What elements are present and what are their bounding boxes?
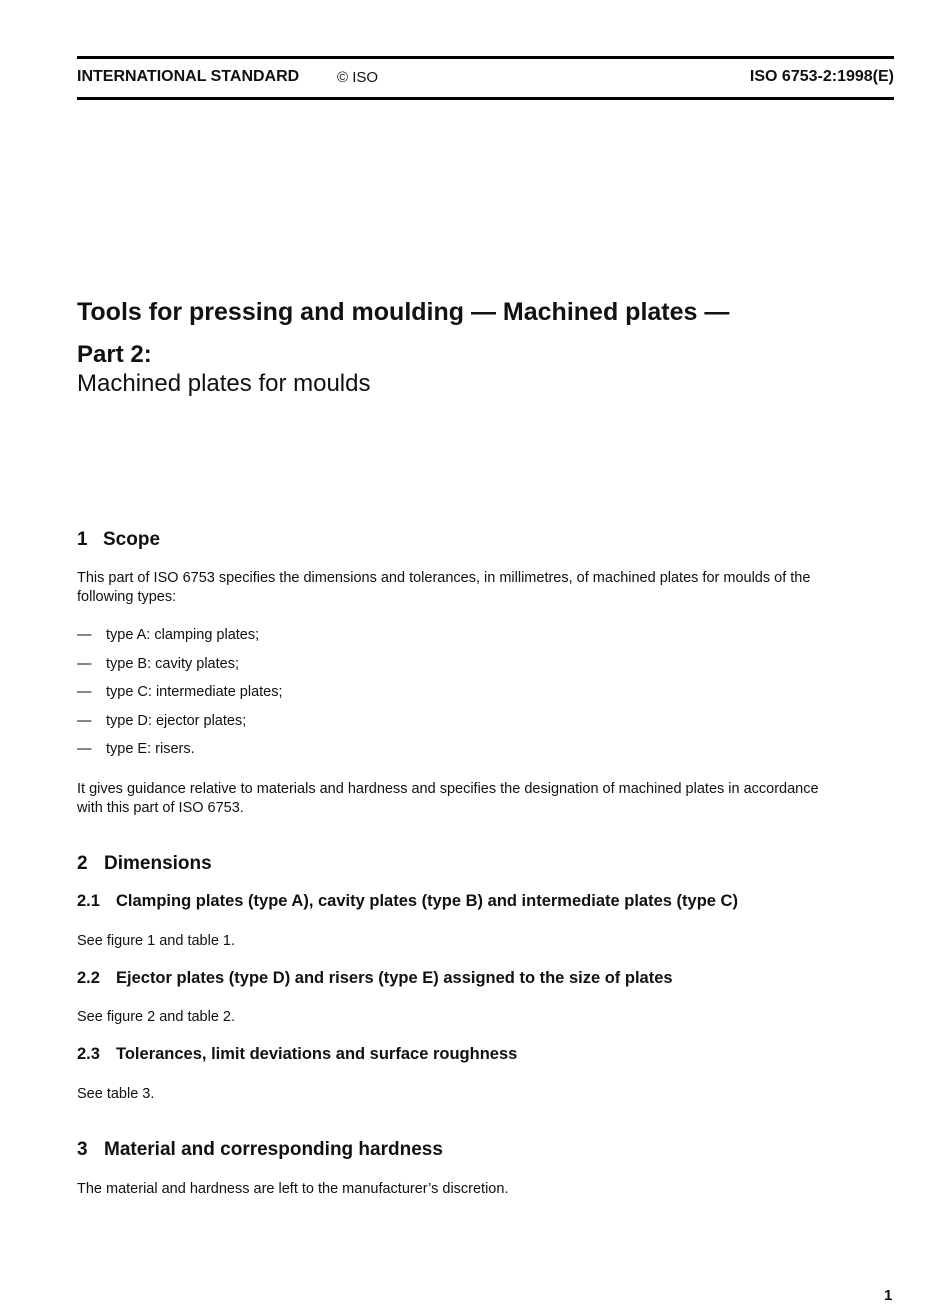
subsection-2-2-text: See figure 2 and table 2. xyxy=(77,1009,236,1025)
subsection-2-1-text: See figure 1 and table 1. xyxy=(77,933,236,949)
document-part-label: Part 2: xyxy=(77,341,152,368)
header-top-rule xyxy=(77,56,894,59)
list-dash: — xyxy=(77,684,92,700)
list-dash: — xyxy=(77,656,92,672)
subsection-number: 2.2 xyxy=(77,969,100,987)
list-item-text: type B: cavity plates; xyxy=(106,656,239,672)
subsection-title: Ejector plates (type D) and risers (type E) assigned to the size of plates xyxy=(116,969,673,987)
subsection-title: Tolerances, limit deviations and surface roughness xyxy=(116,1045,518,1063)
page-number: 1 xyxy=(884,1287,893,1304)
document-title: Tools for pressing and moulding — Machined plates — xyxy=(77,298,730,326)
header-copyright: © ISO xyxy=(337,69,379,86)
section-3-text: The material and hardness are left to the manufacturer’s discretion. xyxy=(77,1181,509,1197)
section-title: Dimensions xyxy=(104,853,212,874)
subsection-2-3-heading xyxy=(77,1045,517,1064)
list-item-text: type C: intermediate plates; xyxy=(106,684,283,700)
header-reference: ISO 6753-2:1998(E) xyxy=(749,68,894,85)
list-dash: — xyxy=(77,627,92,643)
subsection-2-3-text: See table 3. xyxy=(77,1086,155,1102)
paragraph-line: following types: xyxy=(77,589,177,605)
section-3-heading xyxy=(77,1139,443,1161)
paragraph-line: with this part of ISO 6753. xyxy=(77,800,244,816)
section-number: 2 xyxy=(77,853,88,874)
section-title: Scope xyxy=(103,529,161,550)
section-2-heading xyxy=(77,853,212,875)
subsection-2-2-heading xyxy=(77,969,673,988)
list-dash: — xyxy=(77,741,92,757)
scope-intro xyxy=(77,569,897,607)
header-bottom-rule xyxy=(77,97,894,100)
document-subtitle: Machined plates for moulds xyxy=(77,370,371,397)
scope-closing xyxy=(77,780,897,818)
subsection-2-1-heading xyxy=(77,892,738,911)
header-standard-label: INTERNATIONAL STANDARD xyxy=(77,68,300,85)
subsection-number: 2.1 xyxy=(77,892,100,910)
paragraph-line: This part of ISO 6753 specifies the dimensions and tolerances, in millimetres, of machined plates for moulds of the xyxy=(77,570,811,586)
paragraph-line: It gives guidance relative to materials and hardness and specifies the designation of machined plates in accordance xyxy=(77,781,819,797)
subsection-number: 2.3 xyxy=(77,1045,100,1063)
section-number: 1 xyxy=(77,529,88,550)
section-number: 3 xyxy=(77,1139,88,1160)
subsection-title: Clamping plates (type A), cavity plates (type B) and intermediate plates (type C) xyxy=(116,892,738,910)
list-item-text: type E: risers. xyxy=(106,741,195,757)
list-dash: — xyxy=(77,713,92,729)
list-item-text: type A: clamping plates; xyxy=(106,627,260,643)
section-title: Material and corresponding hardness xyxy=(104,1139,443,1160)
section-1-heading xyxy=(77,529,160,551)
list-item-text: type D: ejector plates; xyxy=(106,713,247,729)
page-header xyxy=(77,68,894,92)
